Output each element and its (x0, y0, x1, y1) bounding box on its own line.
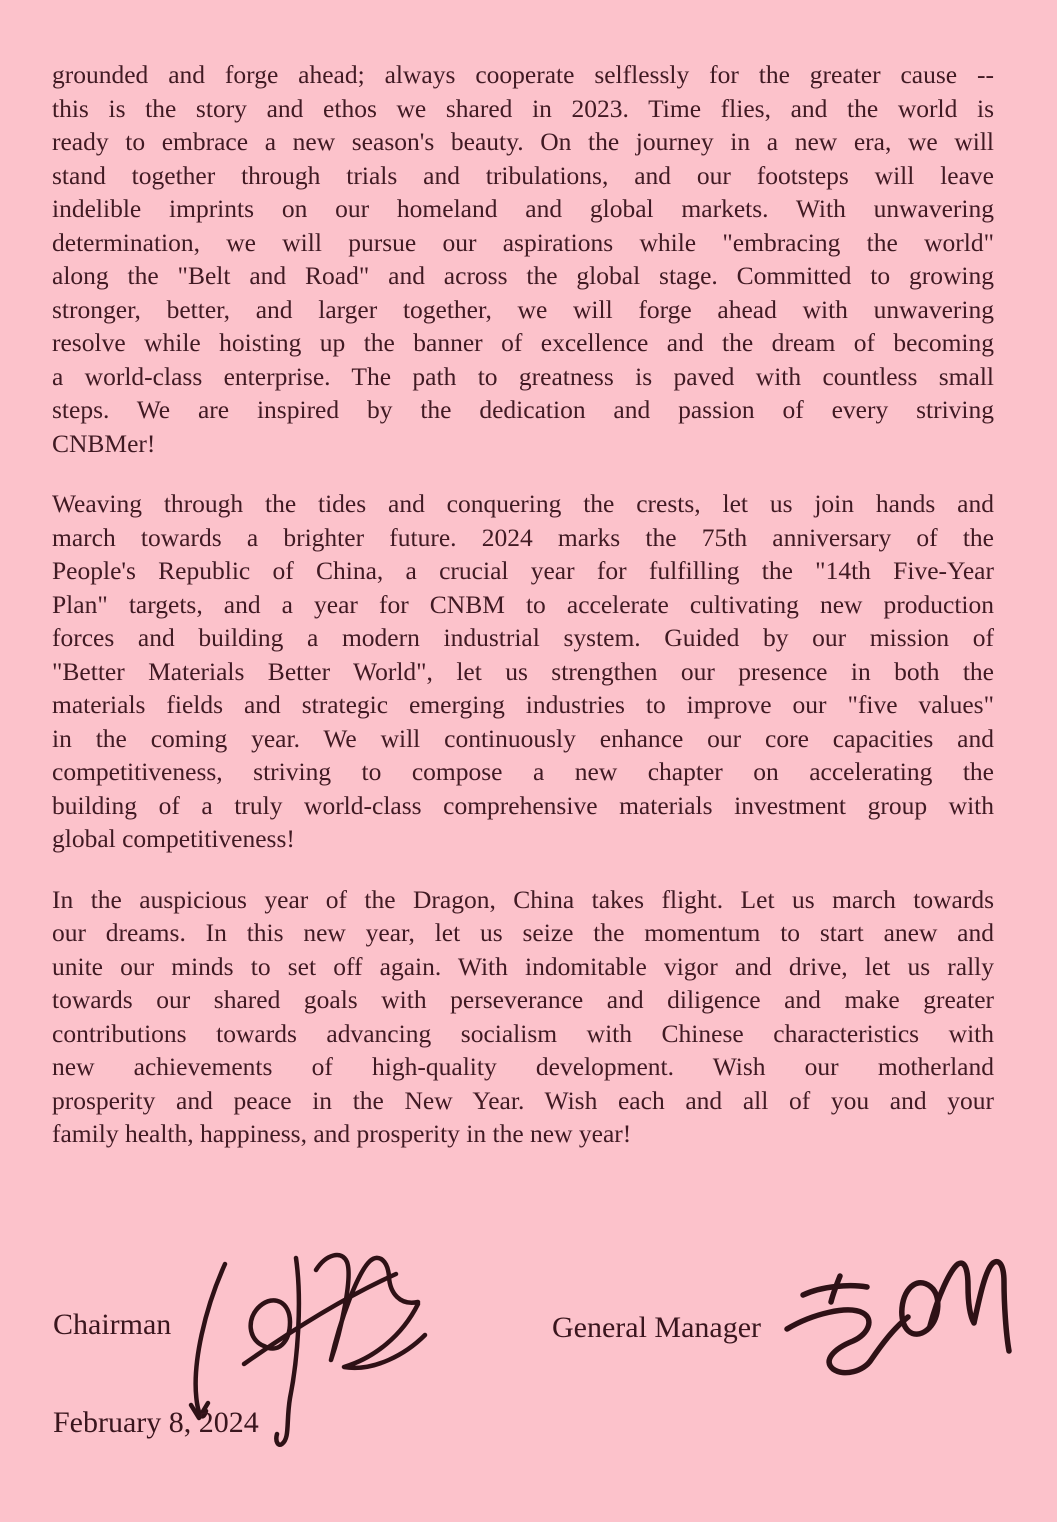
text-line: materials fields and strategic emerging industries to improve our "five values" (52, 690, 994, 719)
text-line: grounded and forge ahead; always cooperate selflessly for the greater cause -- (52, 60, 994, 89)
text-line: In the auspicious year of the Dragon, China takes flight. Let us march towards (52, 884, 994, 914)
text-line: prosperity and peace in the New Year. Wish each and all of you and your (52, 1085, 994, 1115)
text-line: our dreams. In this new year, let us seize the momentum to start anew and (52, 918, 994, 947)
general-manager-label: General Manager (552, 1311, 762, 1344)
text-line: competitiveness, striving to compose a new chapter on accelerating the (52, 757, 994, 786)
text-line: a world-class enterprise. The path to greatness is paved with countless small (52, 361, 994, 391)
text-line: indelible imprints on our homeland and global markets. With unwavering (52, 194, 994, 223)
general-manager-signature (770, 1258, 1025, 1383)
text-line: People's Republic of China, a crucial year for fulfilling the "14th Five-Year (52, 556, 994, 585)
text-line: building of a truly world-class comprehensive materials investment group with (52, 790, 994, 820)
text-line: resolve while hoisting up the banner of excellence and the dream of becoming (52, 328, 994, 357)
paragraph-1 (52, 58, 994, 460)
text-line: family health, happiness, and prosperity in the new year! (52, 1119, 632, 1148)
paragraph-2 (52, 487, 994, 856)
text-line: along the "Belt and Road" and across the global stage. Committed to growing (52, 261, 994, 290)
chairman-label: Chairman (53, 1308, 172, 1341)
letter-body (52, 58, 994, 1151)
text-line: global competitiveness! (52, 824, 295, 853)
text-line: CNBMer! (52, 428, 156, 458)
text-line: Weaving through the tides and conquering the crests, let us join hands and (52, 489, 994, 518)
text-line: steps. We are inspired by the dedication and passion of every striving (52, 395, 994, 424)
text-line: new achievements of high-quality development. Wish our motherland (52, 1052, 994, 1081)
text-line: stand together through trials and tribulations, and our footsteps will leave (52, 160, 994, 190)
text-line: march towards a brighter future. 2024 marks the 75th anniversary of the (52, 522, 994, 552)
text-line: Plan" targets, and a year for CNBM to accelerate cultivating new production (52, 589, 994, 619)
text-line: forces and building a modern industrial system. Guided by our mission of (52, 623, 994, 652)
text-line: ready to embrace a new season's beauty. On the journey in a new era, we will (52, 127, 994, 156)
text-line: unite our minds to set off again. With indomitable vigor and drive, let us rally (52, 951, 994, 981)
date-line: February 8, 2024 (53, 1406, 259, 1439)
text-line: "Better Materials Better World", let us strengthen our presence in both the (52, 656, 994, 686)
text-line: in the coming year. We will continuously enhance our core capacities and (52, 723, 994, 753)
text-line: this is the story and ethos we shared in 2023. Time flies, and the world is (52, 93, 994, 123)
text-line: towards our shared goals with perseverance and diligence and make greater (52, 985, 994, 1014)
text-line: stronger, better, and larger together, we will forge ahead with unwavering (52, 294, 994, 324)
text-line: determination, we will pursue our aspirations while "embracing the world" (52, 227, 994, 257)
paragraph-3 (52, 883, 994, 1151)
text-line: contributions towards advancing socialism with Chinese characteristics with (52, 1018, 994, 1048)
